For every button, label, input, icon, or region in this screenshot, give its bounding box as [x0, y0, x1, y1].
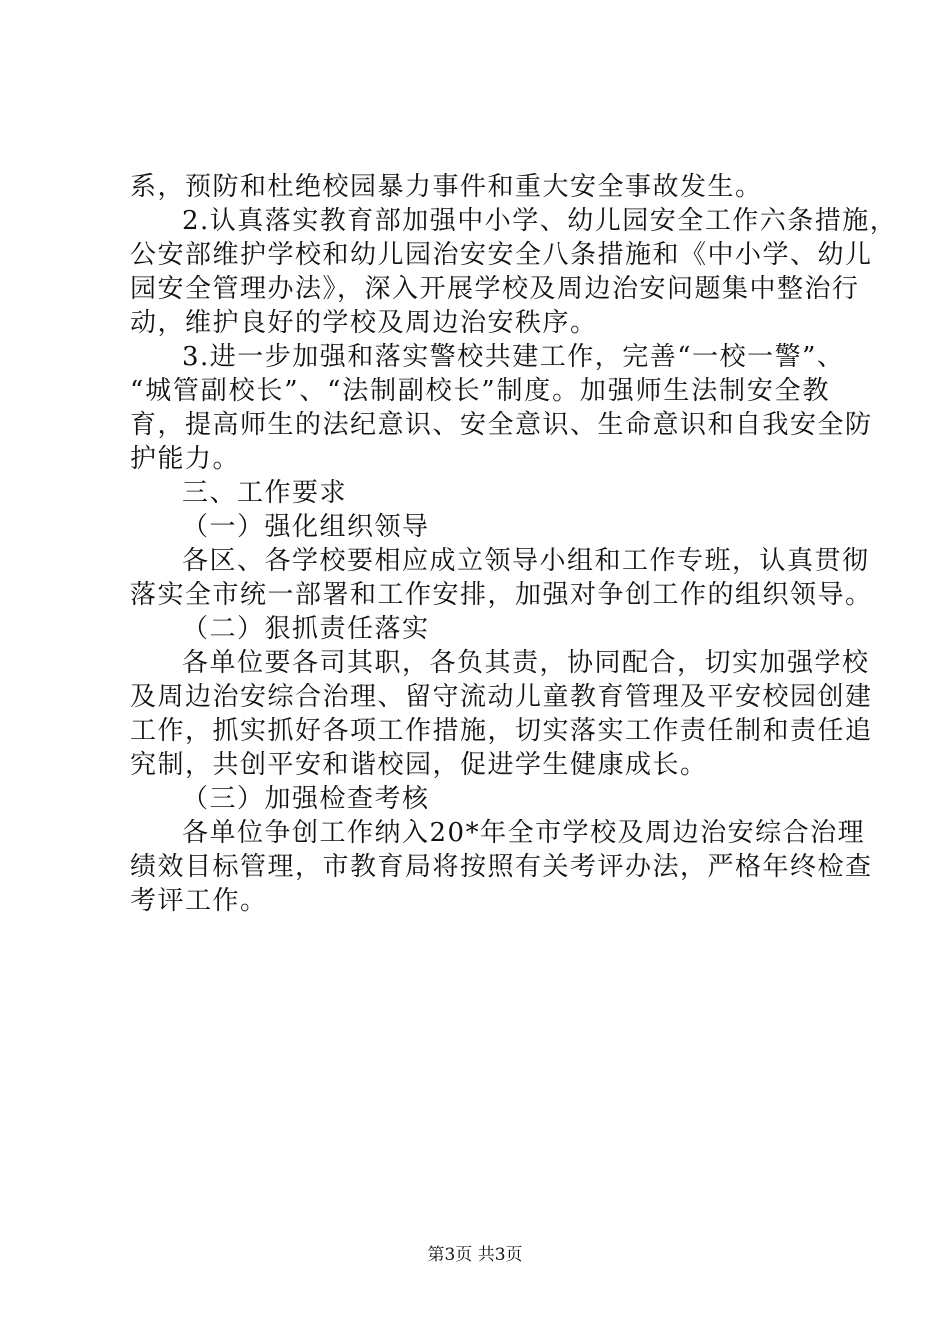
subsection-heading: （一）强化组织领导	[182, 512, 430, 542]
paragraph-line: 2.认真落实教育部加强中小学、幼儿园安全工作六条措施，	[182, 206, 898, 236]
paragraph-line: 各单位争创工作纳入20*年全市学校及周边治安综合治理	[182, 818, 866, 848]
paragraph-line: “城管副校长”、“法制副校长”制度。加强师生法制安全教	[130, 376, 830, 406]
paragraph-line: 动，维护良好的学校及周边治安秩序。	[130, 308, 598, 338]
section-heading: 三、工作要求	[182, 478, 348, 508]
paragraph-line: 育，提高师生的法纪意识、安全意识、生命意识和自我安全防	[130, 410, 873, 440]
paragraph-line: 护能力。	[130, 444, 241, 474]
paragraph-line: 工作，抓实抓好各项工作措施，切实落实工作责任制和责任追	[130, 716, 873, 746]
paragraph-line: 园安全管理办法》，深入开展学校及周边治安问题集中整治行	[130, 274, 860, 304]
subsection-heading: （二）狠抓责任落实	[182, 614, 430, 644]
paragraph-line: 各单位要各司其职，各负其责，协同配合，切实加强学校	[182, 648, 870, 678]
page-number-footer: 第3页 共3页	[427, 1245, 523, 1265]
paragraph-line: 系，预防和杜绝校园暴力事件和重大安全事故发生。	[130, 172, 763, 202]
paragraph-line: 绩效目标管理，市教育局将按照有关考评办法，严格年终检查	[130, 852, 873, 882]
paragraph-line: 考评工作。	[130, 886, 268, 916]
paragraph-line: 3.进一步加强和落实警校共建工作，完善“一校一警”、	[182, 342, 845, 372]
paragraph-line: 各区、各学校要相应成立领导小组和工作专班，认真贯彻	[182, 546, 870, 576]
document-body	[130, 170, 898, 918]
paragraph-line: 究制，共创平安和谐校园，促进学生健康成长。	[130, 750, 708, 780]
paragraph-line: 及周边治安综合治理、留守流动儿童教育管理及平安校园创建	[130, 682, 873, 712]
paragraph-line: 落实全市统一部署和工作安排，加强对争创工作的组织领导。	[130, 580, 873, 610]
subsection-heading: （三）加强检查考核	[182, 784, 430, 814]
paragraph-line: 公安部维护学校和幼儿园治安安全八条措施和《中小学、幼儿	[130, 240, 873, 270]
